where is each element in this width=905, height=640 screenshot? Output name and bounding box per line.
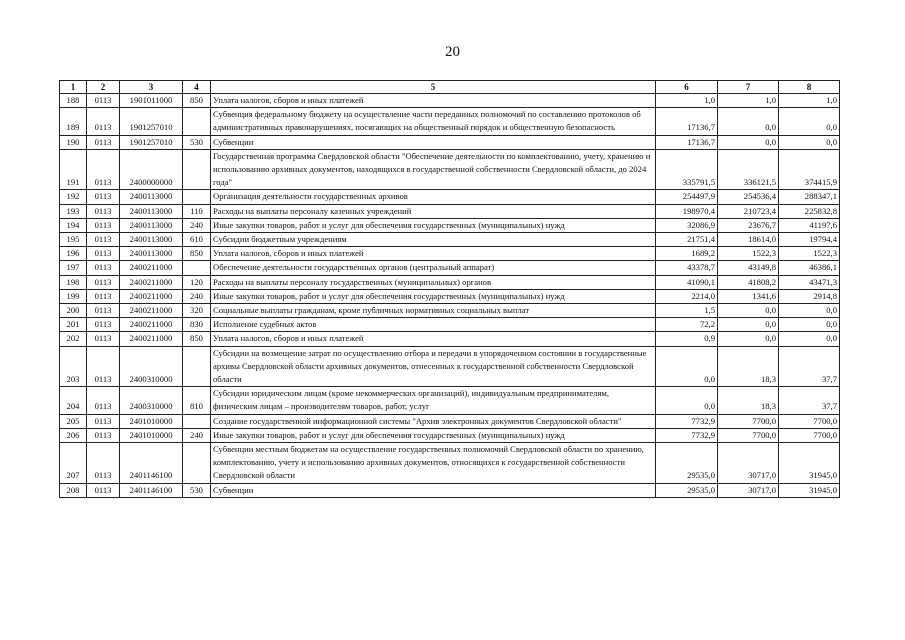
section-code-cell: 0113	[87, 414, 120, 428]
amount-cell-year1: 41090,1	[656, 275, 718, 289]
column-header: 4	[183, 81, 211, 94]
item-name-cell: Уплата налогов, сборов и иных платежей	[211, 247, 656, 261]
section-code-cell: 0113	[87, 275, 120, 289]
expense-type-cell: 120	[183, 275, 211, 289]
section-code-cell: 0113	[87, 332, 120, 346]
amount-cell-year2: 0,0	[718, 332, 779, 346]
table-row	[60, 149, 840, 190]
section-code-cell: 0113	[87, 149, 120, 190]
target-article-cell: 2400000000	[120, 149, 183, 190]
amount-cell-year1: 29535,0	[656, 483, 718, 497]
amount-cell-year3: 19794,4	[779, 233, 840, 247]
amount-cell-year3: 37,7	[779, 387, 840, 414]
item-name-cell: Субвенции местным бюджетам на осуществление государственных полномочий Свердловской области по хранению, комплектованию, учету и использованию архивных документов, относящихся к государственной собственности Свердловской области	[211, 443, 656, 484]
item-name-cell: Государственная программа Свердловской области "Обеспечение деятельности по комплектованию, учету, хранению и использованию архивных документов, находящихся в государственной собственности Свердловской области, до 2024 года"	[211, 149, 656, 190]
expense-type-cell: 320	[183, 304, 211, 318]
section-code-cell: 0113	[87, 428, 120, 442]
table-row	[60, 346, 840, 387]
table-row	[60, 261, 840, 275]
amount-cell-year2: 1,0	[718, 94, 779, 108]
expense-type-cell	[183, 149, 211, 190]
amount-cell-year2: 18614,0	[718, 233, 779, 247]
amount-cell-year1: 7732,9	[656, 428, 718, 442]
table-row	[60, 108, 840, 135]
amount-cell-year2: 7700,0	[718, 414, 779, 428]
row-number-cell: 190	[60, 135, 87, 149]
table-row	[60, 332, 840, 346]
target-article-cell: 2400113000	[120, 247, 183, 261]
amount-cell-year3: 1522,3	[779, 247, 840, 261]
amount-cell-year2: 254536,4	[718, 190, 779, 204]
target-article-cell: 2400211000	[120, 275, 183, 289]
expense-type-cell	[183, 414, 211, 428]
amount-cell-year3: 288347,1	[779, 190, 840, 204]
amount-cell-year2: 336121,5	[718, 149, 779, 190]
table-row	[60, 135, 840, 149]
section-code-cell: 0113	[87, 190, 120, 204]
target-article-cell: 2401146100	[120, 443, 183, 484]
amount-cell-year2: 30717,0	[718, 443, 779, 484]
expense-type-cell: 240	[183, 289, 211, 303]
column-header: 5	[211, 81, 656, 94]
column-header: 7	[718, 81, 779, 94]
table-row	[60, 190, 840, 204]
amount-cell-year3: 31945,0	[779, 483, 840, 497]
amount-cell-year1: 2214,0	[656, 289, 718, 303]
table-row	[60, 387, 840, 414]
expense-type-cell: 850	[183, 94, 211, 108]
target-article-cell: 1901011000	[120, 94, 183, 108]
amount-cell-year1: 198970,4	[656, 204, 718, 218]
amount-cell-year3: 1,0	[779, 94, 840, 108]
row-number-cell: 203	[60, 346, 87, 387]
expense-type-cell: 830	[183, 318, 211, 332]
table-row	[60, 233, 840, 247]
amount-cell-year3: 7700,0	[779, 414, 840, 428]
row-number-cell: 200	[60, 304, 87, 318]
amount-cell-year3: 374415,9	[779, 149, 840, 190]
table-row	[60, 318, 840, 332]
expense-type-cell: 240	[183, 428, 211, 442]
row-number-cell: 202	[60, 332, 87, 346]
expense-type-cell: 850	[183, 247, 211, 261]
amount-cell-year1: 32086,9	[656, 218, 718, 232]
amount-cell-year2: 0,0	[718, 108, 779, 135]
amount-cell-year2: 1341,6	[718, 289, 779, 303]
row-number-cell: 196	[60, 247, 87, 261]
item-name-cell: Обеспечение деятельности государственных органов (центральный аппарат)	[211, 261, 656, 275]
amount-cell-year2: 43149,8	[718, 261, 779, 275]
amount-cell-year3: 7700,0	[779, 428, 840, 442]
table-row	[60, 204, 840, 218]
item-name-cell: Иные закупки товаров, работ и услуг для обеспечения государственных (муниципальных) нужд	[211, 289, 656, 303]
amount-cell-year1: 21751,4	[656, 233, 718, 247]
row-number-cell: 199	[60, 289, 87, 303]
item-name-cell: Уплата налогов, сборов и иных платежей	[211, 332, 656, 346]
row-number-cell: 208	[60, 483, 87, 497]
section-code-cell: 0113	[87, 233, 120, 247]
section-code-cell: 0113	[87, 443, 120, 484]
expense-type-cell: 110	[183, 204, 211, 218]
item-name-cell: Иные закупки товаров, работ и услуг для обеспечения государственных (муниципальных) нужд	[211, 428, 656, 442]
amount-cell-year3: 225832,8	[779, 204, 840, 218]
section-code-cell: 0113	[87, 135, 120, 149]
target-article-cell: 2400211000	[120, 304, 183, 318]
table-row	[60, 304, 840, 318]
table-row	[60, 247, 840, 261]
row-number-cell: 191	[60, 149, 87, 190]
item-name-cell: Субсидии бюджетным учреждениям	[211, 233, 656, 247]
amount-cell-year1: 17136,7	[656, 135, 718, 149]
expense-type-cell: 530	[183, 483, 211, 497]
amount-cell-year3: 2914,8	[779, 289, 840, 303]
target-article-cell: 2400113000	[120, 190, 183, 204]
row-number-cell: 192	[60, 190, 87, 204]
table-row	[60, 414, 840, 428]
row-number-cell: 195	[60, 233, 87, 247]
column-header: 3	[120, 81, 183, 94]
row-number-cell: 198	[60, 275, 87, 289]
row-number-cell: 204	[60, 387, 87, 414]
item-name-cell: Субвенции	[211, 135, 656, 149]
target-article-cell: 2400211000	[120, 332, 183, 346]
column-header: 8	[779, 81, 840, 94]
expense-type-cell: 240	[183, 218, 211, 232]
table-row	[60, 483, 840, 497]
column-header: 2	[87, 81, 120, 94]
amount-cell-year3: 31945,0	[779, 443, 840, 484]
table-header-row	[60, 81, 840, 94]
amount-cell-year3: 37,7	[779, 346, 840, 387]
item-name-cell: Субсидии юридическим лицам (кроме некоммерческих организаций), индивидуальным предпринимателям, физическим лицам – производителям товаров, работ, услуг	[211, 387, 656, 414]
table-row	[60, 289, 840, 303]
amount-cell-year1: 43378,7	[656, 261, 718, 275]
amount-cell-year1: 1,5	[656, 304, 718, 318]
column-header: 6	[656, 81, 718, 94]
amount-cell-year1: 335791,5	[656, 149, 718, 190]
item-name-cell: Организация деятельности государственных архивов	[211, 190, 656, 204]
section-code-cell: 0113	[87, 318, 120, 332]
item-name-cell: Уплата налогов, сборов и иных платежей	[211, 94, 656, 108]
target-article-cell: 2400113000	[120, 218, 183, 232]
expense-type-cell	[183, 346, 211, 387]
amount-cell-year1: 254497,9	[656, 190, 718, 204]
item-name-cell: Расходы на выплаты персоналу государственных (муниципальных) органов	[211, 275, 656, 289]
amount-cell-year3: 0,0	[779, 332, 840, 346]
section-code-cell: 0113	[87, 346, 120, 387]
item-name-cell: Создание государственной информационной системы "Архив электронных документов Свердловской области"	[211, 414, 656, 428]
target-article-cell: 2400211000	[120, 318, 183, 332]
amount-cell-year2: 41808,2	[718, 275, 779, 289]
table-row	[60, 428, 840, 442]
amount-cell-year2: 7700,0	[718, 428, 779, 442]
amount-cell-year3: 0,0	[779, 135, 840, 149]
expense-type-cell: 530	[183, 135, 211, 149]
amount-cell-year2: 1522,3	[718, 247, 779, 261]
amount-cell-year1: 7732,9	[656, 414, 718, 428]
amount-cell-year1: 17136,7	[656, 108, 718, 135]
item-name-cell: Исполнение судебных актов	[211, 318, 656, 332]
expense-type-cell: 610	[183, 233, 211, 247]
row-number-cell: 205	[60, 414, 87, 428]
amount-cell-year1: 1,0	[656, 94, 718, 108]
section-code-cell: 0113	[87, 218, 120, 232]
amount-cell-year1: 29535,0	[656, 443, 718, 484]
amount-cell-year3: 0,0	[779, 304, 840, 318]
item-name-cell: Субсидии на возмещение затрат по осуществлению отбора и передачи в упорядоченном состоянии в государственные архивы Свердловской области архивных документов, отнесенных к государственной собственности Свердловской области	[211, 346, 656, 387]
amount-cell-year1: 0,0	[656, 346, 718, 387]
amount-cell-year2: 30717,0	[718, 483, 779, 497]
row-number-cell: 193	[60, 204, 87, 218]
expense-type-cell: 850	[183, 332, 211, 346]
amount-cell-year3: 0,0	[779, 108, 840, 135]
item-name-cell: Социальные выплаты гражданам, кроме публичных нормативных социальных выплат	[211, 304, 656, 318]
expense-type-cell	[183, 261, 211, 275]
budget-table	[59, 80, 840, 498]
expense-type-cell	[183, 190, 211, 204]
amount-cell-year2: 0,0	[718, 304, 779, 318]
amount-cell-year1: 1689,2	[656, 247, 718, 261]
table-row	[60, 275, 840, 289]
target-article-cell: 2400113000	[120, 204, 183, 218]
amount-cell-year1: 0,0	[656, 387, 718, 414]
target-article-cell: 1901257010	[120, 135, 183, 149]
section-code-cell: 0113	[87, 289, 120, 303]
target-article-cell: 2400113000	[120, 233, 183, 247]
item-name-cell: Субвенции	[211, 483, 656, 497]
amount-cell-year2: 0,0	[718, 135, 779, 149]
page-number: 20	[445, 44, 460, 60]
amount-cell-year2: 0,0	[718, 318, 779, 332]
row-number-cell: 189	[60, 108, 87, 135]
row-number-cell: 194	[60, 218, 87, 232]
section-code-cell: 0113	[87, 247, 120, 261]
target-article-cell: 2400310000	[120, 346, 183, 387]
table-row	[60, 218, 840, 232]
amount-cell-year2: 18,3	[718, 346, 779, 387]
row-number-cell: 201	[60, 318, 87, 332]
target-article-cell: 2400211000	[120, 261, 183, 275]
row-number-cell: 197	[60, 261, 87, 275]
item-name-cell: Расходы на выплаты персоналу казенных учреждений	[211, 204, 656, 218]
table-row	[60, 443, 840, 484]
amount-cell-year3: 0,0	[779, 318, 840, 332]
target-article-cell: 2401010000	[120, 428, 183, 442]
table-row	[60, 94, 840, 108]
section-code-cell: 0113	[87, 261, 120, 275]
row-number-cell: 207	[60, 443, 87, 484]
amount-cell-year2: 23676,7	[718, 218, 779, 232]
expense-type-cell: 810	[183, 387, 211, 414]
section-code-cell: 0113	[87, 94, 120, 108]
amount-cell-year2: 210723,4	[718, 204, 779, 218]
section-code-cell: 0113	[87, 108, 120, 135]
expense-type-cell	[183, 108, 211, 135]
table-body	[60, 94, 840, 498]
target-article-cell: 2401146100	[120, 483, 183, 497]
row-number-cell: 188	[60, 94, 87, 108]
column-header: 1	[60, 81, 87, 94]
amount-cell-year3: 43471,3	[779, 275, 840, 289]
item-name-cell: Иные закупки товаров, работ и услуг для обеспечения государственных (муниципальных) нужд	[211, 218, 656, 232]
section-code-cell: 0113	[87, 387, 120, 414]
amount-cell-year1: 72,2	[656, 318, 718, 332]
amount-cell-year3: 46386,1	[779, 261, 840, 275]
section-code-cell: 0113	[87, 304, 120, 318]
section-code-cell: 0113	[87, 204, 120, 218]
row-number-cell: 206	[60, 428, 87, 442]
expense-type-cell	[183, 443, 211, 484]
section-code-cell: 0113	[87, 483, 120, 497]
amount-cell-year3: 41197,6	[779, 218, 840, 232]
target-article-cell: 2401010000	[120, 414, 183, 428]
amount-cell-year1: 0,9	[656, 332, 718, 346]
item-name-cell: Субвенция федеральному бюджету на осуществление части переданных полномочий по составлению протоколов об административных правонарушениях, посягающих на общественный порядок и общественную безопасность	[211, 108, 656, 135]
target-article-cell: 2400310000	[120, 387, 183, 414]
amount-cell-year2: 18,3	[718, 387, 779, 414]
target-article-cell: 2400211000	[120, 289, 183, 303]
target-article-cell: 1901257010	[120, 108, 183, 135]
